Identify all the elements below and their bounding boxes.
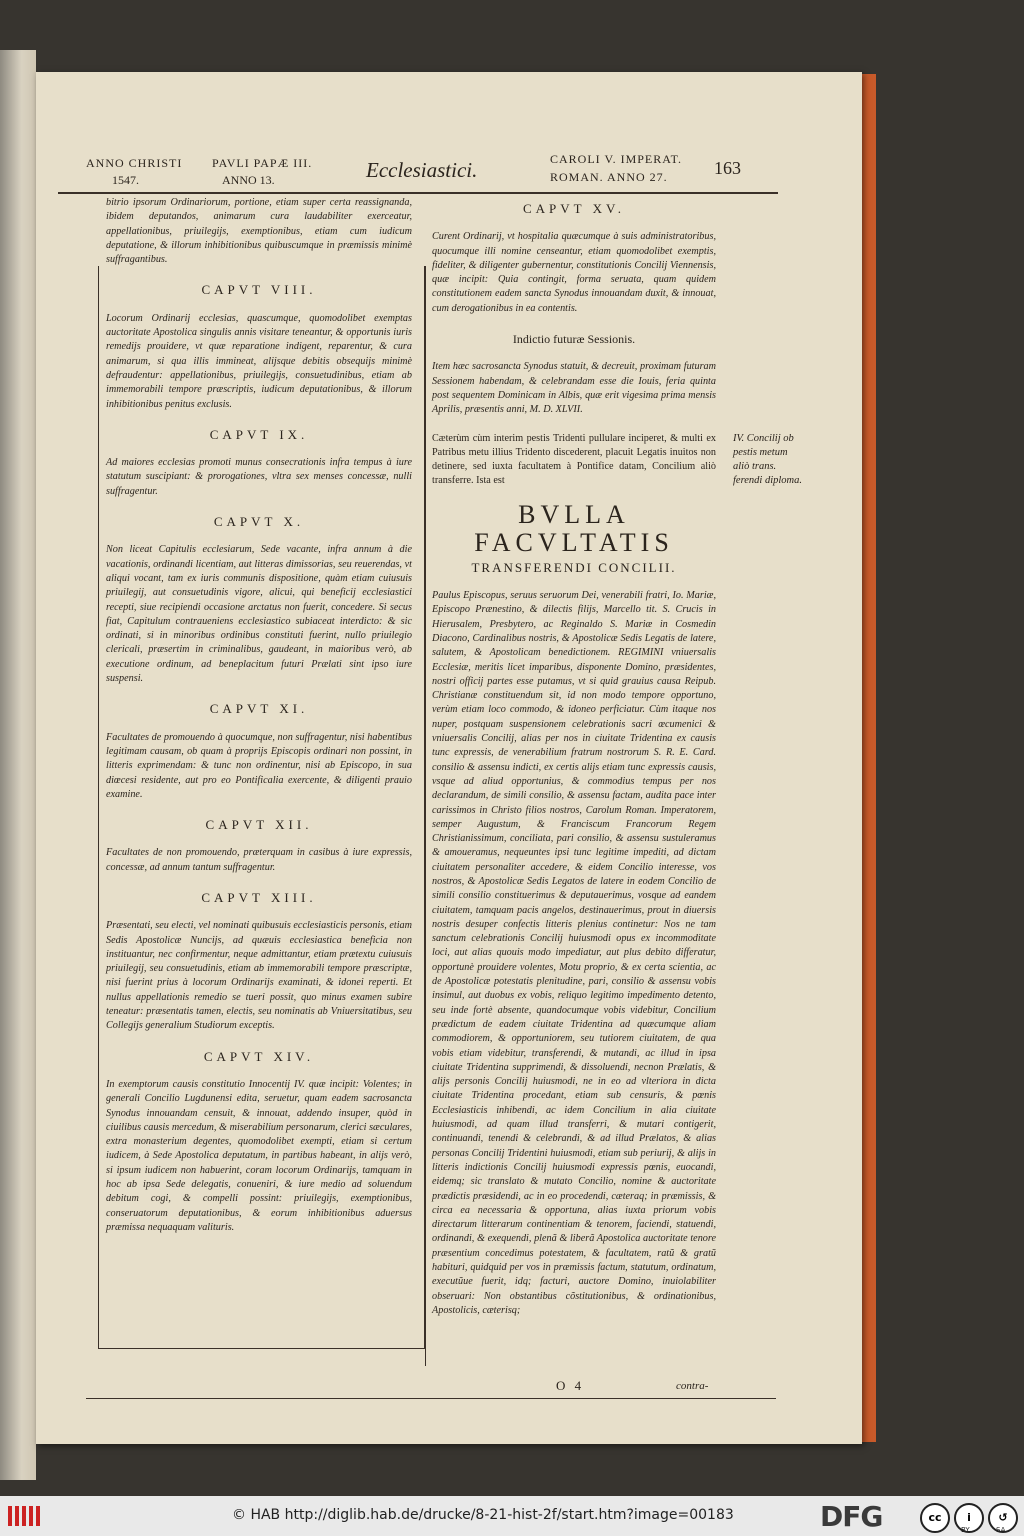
caput-10-text: Non liceat Capitulis ecclesiarum, Sede vacante, infra annum à die vacationis, ordinandi licentiam, aut litteras dimissorias, seu reuerendas, vt aliqui vocant, tam ex iuris communis dispositione, quàm etiam cuiusuis priuilegij, aut consuetudinis vigore, alicui, qui beneficij ecclesiastici recepti, siue recipiendi occasione arctatus non fuerit, concedere. Si secus fiat, Capitulum contraueniens ecclesiastico subiaceat interdicto: & sic ordinati, si in minoribus ordinibus constituti fuerint, nullo priuilegio clericali, præsertim in criminalibus, gaudeant, in maioribus verò, ab executione ordinum, ad beneplacitum futuri Prælati sint ipso iure suspensi. bbox=[106, 544, 412, 685]
library-logo-icon bbox=[6, 1502, 44, 1530]
dfg-logo: DFG bbox=[820, 1500, 883, 1533]
header-anno-christi: ANNO CHRISTI bbox=[86, 156, 183, 170]
caput-11-text: Facultates de promouendo à quocumque, non suffragentur, nisi habentibus legitimam causam, ob quam à proprijs Episcopis ordinari non possint, in litteris exprimendam: & tunc non ordinentur, nisi ab Episcopo, in sua diœcesi residente, aut pro eo Pontificalia exercente, & diligenti prauio examine. bbox=[106, 731, 412, 800]
caput-14-text: In exemptorum causis constitutio Innocentij IV. quæ incipit: Volentes; in generali Concilio Lugdunensi edita, seruetur, quam eadem sacrosancta Synodus innouandam censuit, & innouat, addendo insuper, quòd in ciuilibus causis mercedum, & miserabilium personarum, clerici sæculares, extra monasterium degentes, quomodolibet exempti, etiam si certum iudicem, à Sede Apostolica deputatum, in partibus habeant, in alijs verò, si ipsum iudicem non habuerint, coram locorum Ordinarijs, tamquam in hoc ab ipsa Sede delegatis, conueniri, & iure medio ad soluendum debitum cogi, & compelli possint: priuilegijs, exemptionibus, conseruatorum deputationibus, & eorum inhibitionibus aduersus præmissa nequaquam valituris. bbox=[106, 1078, 412, 1233]
source-link[interactable]: © HAB http://diglib.hab.de/drucke/8-21-hist-2f/start.htm?image=00183 bbox=[232, 1507, 734, 1523]
header-year: 1547. bbox=[112, 173, 139, 187]
catchword: contra- bbox=[676, 1380, 709, 1392]
caput-15-heading: CAPVT XV. bbox=[523, 201, 625, 216]
caput-8-heading: CAPVT VIII. bbox=[201, 282, 317, 298]
cc-icon: cc bbox=[920, 1503, 950, 1533]
caput-13-heading: CAPVT XIII. bbox=[201, 889, 317, 905]
header-rule bbox=[58, 192, 778, 194]
caput-14-heading: CAPVT XIV. bbox=[203, 1048, 315, 1064]
header-caroli: CAROLI V. IMPERAT. bbox=[550, 152, 683, 166]
cc-sa-label: SA bbox=[996, 1526, 1006, 1534]
caput-11-heading: CAPVT XI. bbox=[209, 701, 309, 717]
cc-by-label: BY bbox=[961, 1526, 970, 1534]
page-number: 163 bbox=[714, 158, 741, 178]
indictio-text: Item hæc sacrosancta Synodus statuit, & decreuit, proximam futuram Sessionem habendam, & celebrandam esse die Iouis, feria quinta post sequentem Dominicam in Albis, quæ erit vigesima prima mensis Aprilis, præsentis anni, M. D. XLVII. bbox=[432, 361, 716, 416]
signature-mark: O 4 bbox=[556, 1378, 585, 1393]
header-pauli: PAVLI PAPÆ III. bbox=[212, 156, 313, 170]
caput-12-heading: CAPVT XII. bbox=[205, 817, 313, 833]
bottom-rule bbox=[86, 1398, 776, 1399]
narrative-text: Cæterùm cùm interim pestis Tridenti pullulare inciperet, & multi ex Patribus metu illius Tridento discederent, placuit Legatis inuitos non detinere, sed iuxta facultatem à Pontifice datam, Concilium aliò transferre. Ista est bbox=[432, 432, 716, 487]
book-page bbox=[36, 72, 862, 1444]
left-column bbox=[106, 196, 412, 1235]
indictio-heading: Indictio futuræ Sessionis. bbox=[512, 332, 636, 347]
header-anno-pope: ANNO 13. bbox=[222, 173, 275, 187]
caput-10-heading: CAPVT X. bbox=[213, 514, 305, 530]
column-divider bbox=[425, 266, 426, 1366]
previous-page-edge bbox=[0, 50, 36, 1480]
margin-note: IV. Concilij ob pestis metum aliò trans. ferendi diploma. bbox=[733, 433, 803, 486]
right-column bbox=[432, 196, 716, 1318]
caput-15-text: Curent Ordinarij, vt hospitalia quæcumque à suis administratoribus, quocumque illi nomine censeantur, etiam quomodolibet exemptis, fideliter, & diligenter gubernentur, constitutionis Concilij Viennensis, quæ incipit: Quia contingit, forma seruata, quam quidem constitutionem eadem sancta Synodus innouandam duxit, & innouat, cum derogationibus in ea contentis. bbox=[432, 231, 716, 314]
left-intro: bitrio ipsorum Ordinariorum, portione, etiam super certa reassignanda, ibidem deputandos, animarum cura laudabiliter exerceatur, appellationibus, priuilegijs, exemptionibus, etiam cum iudicum deputatione, & illorum inhibitionibus quibuscumque in præmissis minimè suffragantibus. bbox=[106, 197, 412, 266]
caput-9-heading: CAPVT IX. bbox=[209, 426, 309, 442]
header-roman: ROMAN. ANNO 27. bbox=[550, 170, 668, 184]
viewer-footer bbox=[0, 1496, 1024, 1536]
bulla-text: Paulus Episcopus, seruus seruorum Dei, venerabili fratri, Io. Mariæ, Episcopo Prænestino, & dilectis filijs, Marcello tit. S. Crucis in Hierusalem, Presbytero, ac Reginaldo S. Mariæ in Cosmedin Diacono, Cardinalibus nostris, & Apostolicæ Sedis Legatis de latere, salutem, & Apostolicam benedictionem. REGIMINI vniuersalis Ecclesiæ, meritis licet imparibus, disponente Domino, præsidentes, nostri officij partes esse putamus, vt si quid grauius causa Reipub. Christianæ constituendum sit, id non modo tempore opportuno, verùm etiam loco commodo, & idoneo perficiatur. Cùm itaque nos nuper, postquam suspensionem celebrationis sacri œcumenici & vniuersalis Concilij, alias per nos in ciuitate Tridentina ex causis tunc expressis, de venerabilium fratrum nostrorum S. R. E. Card. consilio & assensu indicti, ex certis alijs etiam tunc expressis causis, vsque ad aliud opportunius, & commodius tempus per nos declarandum, de simili consilio, & assensu factam, audita pace inter carissimos in Christo filios nostros, Carolum Roman. Imperatorem, semper Augustum, & Franciscum Francorum Regem Christianissimum, conciliata, pari consilio, & assensu sustuleramus & amoueramus, nequeuntes ipsi tunc legitime impediti, ad dictam ciuitatem personaliter accedere, & eidem Concilio interesse, vos nostros, & Apostolicæ Sedis Legatos de latere in eodem Concilio de simili consilio constituerimus & deputauerimus, vosque ad eandem ciuitatem, tamquam pacis angelos, destinauerimus, prout in diuersis nostris desuper confectis litteris plenius continetur: Nos ne tam sanctum celebrationis Concilij huiusmodi opus ex incommoditate loci, aut alias quouis modo impediatur, aut plus debito differatur, opportunè prouidere volentes, Motu proprio, & ex certa scientia, ac de Apostolicæ potestatis plenitudine, pari, consilio & assensu vobis insimul, aut duobus ex vobis, reliquo legitimo impedimento detento, seu inde fortè absente, quandocumque vobis videbitur, Concilium prædictum de eadem ciuitate Tridentina ad quæcumque aliam commodiorem, & opportuniorem, seu tutiorem ciuitatem, de qua vobis etiam videbitur, transferendi, & mutandi, ac illud in ipsa ciuitate Tridentina supprimendi, & dissoluendi, necnon Prælatis, & alijs personis Concilij huiusmodi, ne in eo ad vlteriora in dicta ciuitate Tridentina procedant, etiam sub censuris, & pœnis Ecclesiasticis inhibendi, ac idem Concilium in alia ciuitate huiusmodi, ad quam illud transferri, & mutari contigerit, continuandi, tenendi & celebrandi, & ad illud Prælatos, & alias personas Concilij Tridentini huiusmodi, etiam sub periurij, & alijs in litteris indictionis Concilij huiusmodi expressis pœnis, euocandi, eidemq; sic translato & mutato Concilio, nomine & auctoritate prædictis præsidendi, ac in eo procedendi, cæteraq; in præmissis, & circa ea necessaria & opportuna, alias iuxta priorum vobis directarum litterarum continentiam & tenorem, faciendi, statuendi, ordinandi, & exequendi, plenã & liberã Apostolica auctoritate tenore præsentium concedimus potestatem, & facultatem, ratũ & gratũ habituri, quidquid per vos in præmissis factum, statutum, ordinatum, executũue fuerit, idq; facturi, auctore Domino, inuiolabiliter obseruari: Non obstantibus cõstitutionibus, & ordinationibus, Apostolicis, cæterisq; bbox=[432, 590, 716, 1316]
bulla-title: BVLLA FACVLTATIS bbox=[474, 499, 674, 557]
caput-8-text: Locorum Ordinarij ecclesias, quascumque, quomodolibet exemptas auctoritate Apostolica singulis annis visitare teneantur, & opportunis iuris remedijs prouidere, vt quæ reparatione indigent, reparentur, & cura animarum, si qua illis immineat, alijsque debitis obsequijs minimè defraudentur: appellationibus, priuilegijs, consuetudinibus, etiam ab immemorabili tempore præscriptis, iudicum deputationibus, & illorum inhibitionibus penitus exclusis. bbox=[106, 312, 412, 410]
bulla-subtitle: TRANSFERENDI CONCILII. bbox=[471, 559, 677, 575]
cc-sa-icon: ↺ bbox=[988, 1503, 1018, 1533]
page-edge-red bbox=[862, 74, 876, 1442]
header-center-title: Ecclesiastici. bbox=[366, 158, 478, 182]
caput-13-text: Præsentati, seu electi, vel nominati quibusuis ecclesiasticis personis, etiam Sedis Apostolicæ Nuncijs, ad quæuis ecclesiastica beneficia non instituantur, nec confirmentur, neque admittantur, etiam prætextu cuiusuis priuilegij, seu consuetudinis, etiam ab immemorabili tempore præscriptæ, nisi fuerint prius à locorum Ordinarijs examinati, & idonei reperti. Et nullus appellationis remedio se tueri possit, quo minus examen subire teneatur: præsentatis tamen, electis, seu nominatis ab Vniuersitatibus, seu Collegijs generalium Studiorum exceptis. bbox=[106, 920, 412, 1032]
caput-9-text: Ad maiores ecclesias promoti munus consecrationis infra tempus à iure statutum suscipiant: & prorogationes, vltra sex menses concessæ, nulli suffragentur. bbox=[106, 457, 412, 497]
cc-by-icon: i bbox=[954, 1503, 984, 1533]
caput-12-text: Facultates de non promouendo, præterquam in casibus à iure expressis, concessæ, ad annum tantum suffragentur. bbox=[106, 847, 412, 873]
